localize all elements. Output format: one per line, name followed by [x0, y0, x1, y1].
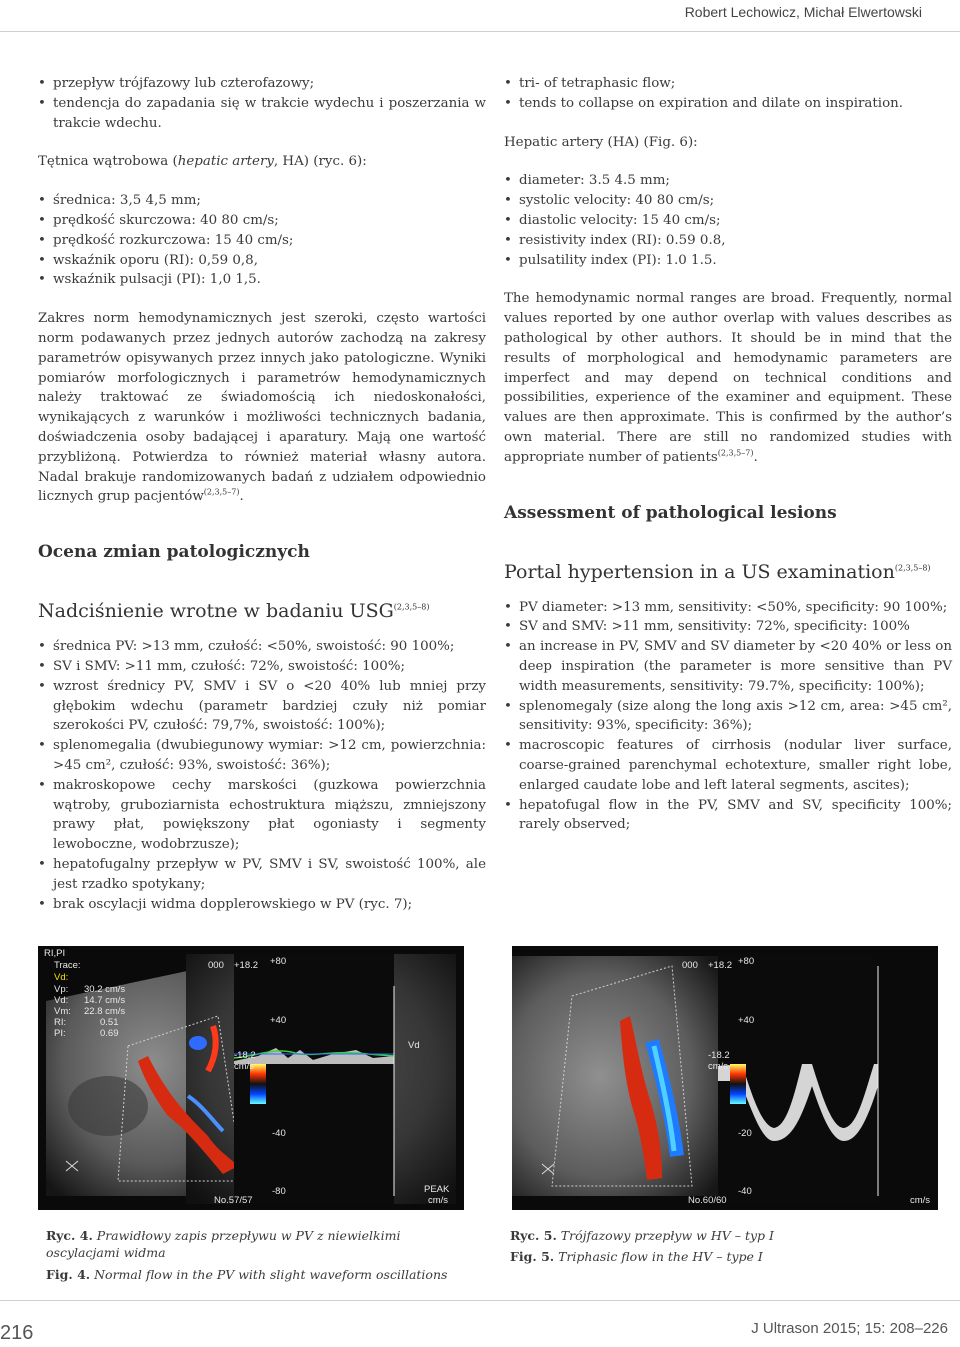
- measurement-vp: Vp: 30.2 cm/s: [54, 984, 126, 995]
- list-item: • hepatofugalny przepływ w PV, SMV i SV, swoistość 100%, ale jest rzadko spotykany;: [38, 855, 486, 895]
- color-scale-unit: cm/s: [708, 1061, 729, 1072]
- list-item: • tends to collapse on expiration and dilate on inspiration.: [504, 94, 952, 114]
- trace-label: Trace:: [54, 960, 81, 971]
- list-item: • prędkość rozkurczowa: 15 40 cm/s;: [38, 231, 486, 251]
- frame-number: No.57/57: [214, 1195, 253, 1206]
- velocity-scale-tick: +40: [270, 1015, 287, 1026]
- figure-5-caption-pl: Ryc. 5. Trójfazowy przepływ w HV – typ I: [510, 1228, 774, 1243]
- measurement-pi: PI: 0.69: [54, 1028, 119, 1039]
- color-scale-min: -18.2: [234, 1050, 256, 1061]
- hepatic-artery-bullets-en: [504, 171, 952, 270]
- color-scale-zero: 000: [682, 960, 698, 971]
- scale-unit: cm/s: [910, 1195, 931, 1206]
- figure-4-ultrasound: [38, 946, 464, 1210]
- velocity-scale-tick: +40: [738, 1015, 755, 1026]
- hepatic-artery-intro-en: Hepatic artery (HA) (Fig. 6):: [504, 134, 698, 150]
- pv-flow-bullets-pl: [38, 74, 486, 133]
- color-scale-max: +18.2: [708, 960, 733, 971]
- hepatic-artery-intro-pl: Tętnica wątrobowa (hepatic artery, HA) (ryc. 6):: [38, 154, 367, 170]
- list-item: • tri- of tetraphasic flow;: [504, 74, 952, 94]
- measurement-ri: RI: 0.51: [54, 1017, 119, 1028]
- header-divider: [0, 31, 960, 32]
- list-item: • pulsatility index (PI): 1.0 1.5.: [504, 251, 952, 271]
- list-item: • SV and SMV: >11 mm, sensitivity: 72%, specificity: 100%: [504, 617, 952, 637]
- velocity-scale-tick: -80: [272, 1186, 286, 1197]
- figure-4-caption-pl: Ryc. 4. Prawidłowy zapis przepływu w PV z niewielkimi oscylacjami widma: [46, 1228, 401, 1260]
- section-heading-pl: Ocena zmian patologicznych: [38, 542, 310, 563]
- list-item: • SV i SMV: >11 mm, czułość: 72%, swoistość: 100%;: [38, 657, 486, 677]
- list-item: • brak oscylacji widma dopplerowskiego w PV (ryc. 7);: [38, 895, 486, 915]
- peak-unit: cm/s: [428, 1195, 449, 1206]
- velocity-scale-tick: -40: [738, 1186, 752, 1197]
- list-item: • prędkość skurczowa: 40 80 cm/s;: [38, 211, 486, 231]
- measurement-vm: Vm: 22.8 cm/s: [54, 1006, 126, 1017]
- list-item: • wzrost średnicy PV, SMV i SV o <20 40% lub mniej przy głębokim wdechu (parametr bardziej czuły niż pomiar szerokości PV, czułość: 79,7%, swoistość: 100%);: [38, 677, 486, 736]
- portal-hypertension-bullets-pl: [38, 637, 486, 914]
- list-item: • makroskopowe cechy marskości (guzkowa powierzchnia wątroby, gruboziarnista echostruktura miąższu, zmniejszony prawy płat, powiększony płat ogoniasty i segmenty lewoboczne, wodobrzusze);: [38, 776, 486, 855]
- mode-label: RI,PI: [44, 948, 66, 959]
- vd-label: Vd:: [54, 972, 69, 983]
- section-heading-en: Assessment of pathological lesions: [504, 502, 837, 523]
- list-item: • średnica: 3,5 4,5 mm;: [38, 191, 486, 211]
- footer-divider: [0, 1300, 960, 1301]
- journal-citation: J Ultrason 2015; 15: 208–226: [751, 1320, 948, 1337]
- list-item: • przepływ trójfazowy lub czterofazowy;: [38, 74, 486, 94]
- measurement-vd: Vd: 14.7 cm/s: [54, 995, 126, 1006]
- list-item: • PV diameter: >13 mm, sensitivity: <50%, specificity: 90 100%;: [504, 598, 952, 618]
- list-item: • diastolic velocity: 15 40 cm/s;: [504, 211, 952, 231]
- vd-marker: Vd: [408, 1040, 420, 1051]
- figure-5-image: [512, 946, 938, 1210]
- figure-5-ultrasound: [512, 946, 938, 1210]
- pv-flow-bullets-en: [504, 74, 952, 114]
- left-column-polish: [38, 74, 486, 914]
- list-item: • an increase in PV, SMV and SV diameter by <20 40% or less on deep inspiration (the parameter is more sensitive than PV width measurements, sensitivity: 79.7%, specificity: 100%);: [504, 637, 952, 696]
- subsection-heading-pl: Nadciśnienie wrotne w badaniu USG$^{(2,3,5-8)}$: [38, 600, 430, 623]
- list-item: • splenomegalia (dwubiegunowy wymiar: >12 cm, powierzchnia: >45 cm², czułość: 93%, swoistość: 36%);: [38, 736, 486, 776]
- list-item: • wskaźnik oporu (RI): 0,59 0,8,: [38, 251, 486, 271]
- list-item: • systolic velocity: 40 80 cm/s;: [504, 191, 952, 211]
- page-number: 216: [0, 1322, 34, 1344]
- figure-5-caption-en: Fig. 5. Triphasic flow in the HV – type I: [510, 1249, 763, 1264]
- hepatic-artery-bullets-pl: [38, 191, 486, 290]
- figure-4-caption-en: Fig. 4. Normal flow in the PV with slight waveform oscillations: [46, 1267, 448, 1282]
- list-item: • splenomegaly (size along the long axis >12 cm, area: >45 cm², sensitivity: 93%, specificity: 36%);: [504, 697, 952, 737]
- color-scale-zero: 000: [208, 960, 224, 971]
- color-scale-max: +18.2: [234, 960, 259, 971]
- list-item: • wskaźnik pulsacji (PI): 1,0 1,5.: [38, 270, 486, 290]
- list-item: • średnica PV: >13 mm, czułość: <50%, swoistość: 90 100%;: [38, 637, 486, 657]
- color-scale-unit: cm/s: [234, 1061, 255, 1072]
- velocity-scale-tick: -20: [738, 1128, 752, 1139]
- subsection-heading-en: Portal hypertension in a US examination$^{(2,3,5-8)}$: [504, 560, 931, 583]
- peak-label: PEAK: [424, 1184, 450, 1195]
- color-scale-min: -18.2: [708, 1050, 730, 1061]
- running-header: [0, 0, 960, 28]
- body-paragraph-pl: Zakres norm hemodynamicznych jest szeroki, często wartości norm podawanych przez jednych autorów zachodzą na zakresy parametrów opisywanych przez innych jako patologiczne. Wyniki pomiarów morfologicznych i parametrów hemodynamicznych należy traktować ze świadomością ich niedoskonałości, wynikających z warunków i możliwości technicznych badania, doświadczenia osoby badającej i aparatury. Mają one wartość przybliżoną. Potwierdza to również materiał własny autora. Nadal brakuje randomizowanych badań z udziałem odpowiednio licznych grup pacjentów$^{(2,3,5-7)}$.: [38, 311, 486, 505]
- list-item: • macroscopic features of cirrhosis (nodular liver surface, coarse-grained parenchymal echotexture, smaller right lobe, enlarged caudate lobe and left lateral segments, ascites);: [504, 736, 952, 795]
- velocity-scale-tick: +80: [270, 956, 287, 967]
- velocity-scale-tick: -40: [272, 1128, 286, 1139]
- portal-hypertension-bullets-en: [504, 598, 952, 836]
- frame-number: No.60/60: [688, 1195, 727, 1206]
- body-paragraph-en: The hemodynamic normal ranges are broad. Frequently, normal values reported by one author overlap with values describes as pathological by other authors. It should be in mind that the results of morphological and hemodynamic parameters are imperfect and may depend on technical conditions and possibilities, experience of the examiner and equipment. These values are then approximate. This is confirmed by the author’s own material. There are still no randomized studies with appropriate number of patients$^{(2,3,5-7)}$.: [504, 291, 952, 465]
- right-column-english: [504, 74, 952, 835]
- list-item: • hepatofugal flow in the PV, SMV and SV, specificity 100%; rarely observed;: [504, 796, 952, 836]
- running-header-authors: Robert Lechowicz, Michał Elwertowski: [684, 4, 922, 20]
- velocity-scale-tick: +80: [738, 956, 755, 967]
- list-item: • resistivity index (RI): 0.59 0.8,: [504, 231, 952, 251]
- list-item: • diameter: 3.5 4.5 mm;: [504, 171, 952, 191]
- list-item: • tendencja do zapadania się w trakcie wydechu i poszerzania w trakcie wdechu.: [38, 94, 486, 134]
